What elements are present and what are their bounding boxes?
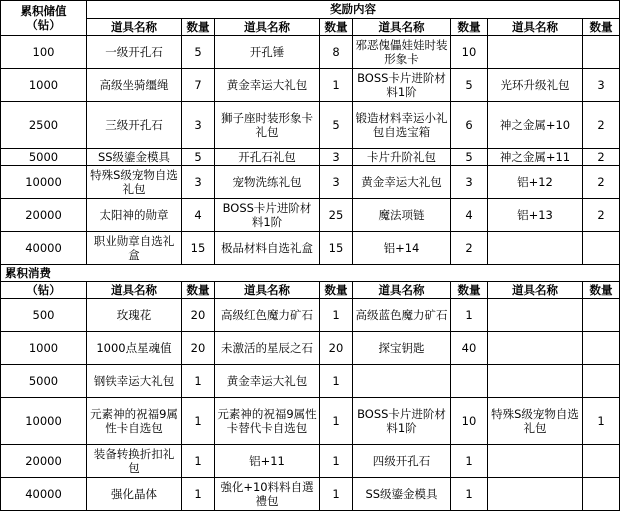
- column-header-qty: 数量: [583, 282, 620, 299]
- item-qty-cell: 1: [451, 478, 488, 511]
- item-qty-cell: 1: [182, 365, 215, 398]
- recharge-column-header-row: [1, 18, 620, 36]
- recharge-title-row: [1, 1, 620, 19]
- item-name-cell: 探宝钥匙: [353, 332, 451, 365]
- amount-cell: 40000: [1, 232, 87, 265]
- item-name-cell: 黄金幸运大礼包: [215, 69, 320, 102]
- item-qty-cell: 5: [451, 149, 488, 166]
- recharge-label-unit: （钻）: [26, 18, 61, 32]
- item-name-cell: 三级开孔石: [87, 102, 182, 149]
- column-header-qty: 数量: [182, 18, 215, 36]
- amount-cell: 2500: [1, 102, 87, 149]
- item-name-cell: 开孔锤: [215, 36, 320, 69]
- item-name-cell: [488, 478, 583, 511]
- item-qty-cell: 20: [182, 299, 215, 332]
- item-name-cell: [488, 365, 583, 398]
- item-qty-cell: 5: [451, 69, 488, 102]
- column-header-qty: 数量: [182, 282, 215, 299]
- item-qty-cell: 3: [182, 166, 215, 199]
- item-qty-cell: 2: [451, 232, 488, 265]
- item-qty-cell: 4: [451, 199, 488, 232]
- item-qty-cell: 2: [583, 102, 620, 149]
- item-name-cell: 元素神的祝福9属性卡自选包: [87, 398, 182, 445]
- item-qty-cell: 7: [182, 69, 215, 102]
- item-qty-cell: [583, 332, 620, 365]
- item-name-cell: BOSS卡片进阶材料1阶: [353, 398, 451, 445]
- item-qty-cell: 1: [320, 398, 353, 445]
- item-qty-cell: [583, 232, 620, 265]
- consume-row: [1, 332, 620, 365]
- item-qty-cell: [583, 36, 620, 69]
- item-name-cell: 光环升级礼包: [488, 69, 583, 102]
- item-name-cell: 宠物洗练礼包: [215, 166, 320, 199]
- item-name-cell: 黄金幸运大礼包: [215, 365, 320, 398]
- column-header-name: 道具名称: [353, 18, 451, 36]
- item-name-cell: 神之金属+10: [488, 102, 583, 149]
- consume-row: [1, 365, 620, 398]
- item-name-cell: 太阳神的勋章: [87, 199, 182, 232]
- item-name-cell: 开孔石礼包: [215, 149, 320, 166]
- column-header-qty: 数量: [320, 18, 353, 36]
- item-name-cell: BOSS卡片进阶材料1阶: [215, 199, 320, 232]
- item-name-cell: 黄金幸运大礼包: [353, 166, 451, 199]
- column-header-name: 道具名称: [488, 282, 583, 299]
- item-qty-cell: 3: [583, 69, 620, 102]
- item-qty-cell: 15: [320, 232, 353, 265]
- column-header-name: 道具名称: [215, 18, 320, 36]
- column-header-qty: 数量: [583, 18, 620, 36]
- recharge-row: [1, 166, 620, 199]
- item-name-cell: 強化+10料料自選禮包: [215, 478, 320, 511]
- consume-column-header-row: [1, 282, 620, 299]
- consume-title-row: [1, 265, 620, 282]
- item-name-cell: 卡片升阶礼包: [353, 149, 451, 166]
- item-qty-cell: 3: [182, 102, 215, 149]
- item-qty-cell: 10: [451, 398, 488, 445]
- item-name-cell: 玫瑰花: [87, 299, 182, 332]
- item-name-cell: 强化晶体: [87, 478, 182, 511]
- column-header-name: 道具名称: [353, 282, 451, 299]
- column-header-qty: 数量: [451, 282, 488, 299]
- item-qty-cell: 8: [320, 36, 353, 69]
- recharge-label-cell: [1, 1, 87, 36]
- consume-row: [1, 398, 620, 445]
- item-qty-cell: [583, 478, 620, 511]
- item-qty-cell: 10: [451, 36, 488, 69]
- item-qty-cell: 2: [583, 149, 620, 166]
- item-name-cell: [488, 332, 583, 365]
- amount-cell: 5000: [1, 365, 87, 398]
- reward-content-header: 奖励内容: [87, 1, 620, 19]
- item-name-cell: 邪恶傀儡娃娃时装形象卡: [353, 36, 451, 69]
- item-qty-cell: 1: [182, 445, 215, 478]
- item-name-cell: 装备转换折扣礼包: [87, 445, 182, 478]
- consume-label-unit: （钻）: [26, 283, 61, 297]
- item-qty-cell: 1: [320, 299, 353, 332]
- item-qty-cell: 15: [182, 232, 215, 265]
- item-name-cell: 狮子座时装形象卡礼包: [215, 102, 320, 149]
- item-name-cell: SS级鎏金模具: [353, 478, 451, 511]
- item-name-cell: 钢铁幸运大礼包: [87, 365, 182, 398]
- item-qty-cell: 1: [320, 365, 353, 398]
- item-qty-cell: 20: [182, 332, 215, 365]
- amount-cell: 1000: [1, 332, 87, 365]
- item-name-cell: 高级蓝色魔力矿石: [353, 299, 451, 332]
- item-name-cell: 一级开孔石: [87, 36, 182, 69]
- recharge-row: [1, 232, 620, 265]
- item-name-cell: 高级坐骑缰绳: [87, 69, 182, 102]
- item-name-cell: 1000点星魂值: [87, 332, 182, 365]
- item-name-cell: 未激活的星辰之石: [215, 332, 320, 365]
- item-qty-cell: [583, 445, 620, 478]
- item-qty-cell: 1: [451, 299, 488, 332]
- amount-cell: 40000: [1, 478, 87, 511]
- item-qty-cell: 3: [320, 149, 353, 166]
- amount-cell: 5000: [1, 149, 87, 166]
- item-qty-cell: 3: [451, 166, 488, 199]
- recharge-row: [1, 102, 620, 149]
- column-header-name: 道具名称: [488, 18, 583, 36]
- item-name-cell: [488, 445, 583, 478]
- item-name-cell: 铝+11: [215, 445, 320, 478]
- item-qty-cell: [451, 365, 488, 398]
- consume-label-cell: [1, 265, 620, 282]
- amount-cell: 20000: [1, 445, 87, 478]
- item-qty-cell: 20: [320, 332, 353, 365]
- item-qty-cell: 1: [182, 398, 215, 445]
- item-name-cell: [488, 299, 583, 332]
- recharge-row: [1, 36, 620, 69]
- column-header-name: 道具名称: [87, 282, 182, 299]
- item-qty-cell: 1: [451, 445, 488, 478]
- column-header-qty: 数量: [451, 18, 488, 36]
- amount-cell: 10000: [1, 166, 87, 199]
- consume-label-unit-cell: [1, 282, 87, 299]
- reward-table-body: [1, 1, 620, 511]
- item-name-cell: 锻造材料幸运小礼包自选宝箱: [353, 102, 451, 149]
- column-header-name: 道具名称: [215, 282, 320, 299]
- recharge-label: 累积储值: [20, 4, 67, 18]
- amount-cell: 100: [1, 36, 87, 69]
- item-name-cell: 元素神的祝福9属性卡替代卡自选包: [215, 398, 320, 445]
- item-qty-cell: 1: [320, 478, 353, 511]
- item-name-cell: 高级红色魔力矿石: [215, 299, 320, 332]
- amount-cell: 10000: [1, 398, 87, 445]
- recharge-row: [1, 69, 620, 102]
- item-name-cell: [488, 232, 583, 265]
- consume-row: [1, 445, 620, 478]
- item-qty-cell: 1: [320, 445, 353, 478]
- item-name-cell: 魔法项链: [353, 199, 451, 232]
- item-qty-cell: 5: [182, 149, 215, 166]
- item-qty-cell: 5: [182, 36, 215, 69]
- column-header-qty: 数量: [320, 282, 353, 299]
- item-qty-cell: 1: [182, 478, 215, 511]
- recharge-row: [1, 149, 620, 166]
- item-qty-cell: 2: [583, 199, 620, 232]
- recharge-row: [1, 199, 620, 232]
- item-name-cell: [488, 36, 583, 69]
- item-qty-cell: 5: [320, 102, 353, 149]
- consume-label: 累积消费: [5, 266, 51, 280]
- consume-row: [1, 299, 620, 332]
- item-name-cell: SS级鎏金模具: [87, 149, 182, 166]
- item-qty-cell: 4: [182, 199, 215, 232]
- item-qty-cell: [583, 299, 620, 332]
- item-qty-cell: 2: [583, 166, 620, 199]
- item-qty-cell: 6: [451, 102, 488, 149]
- amount-cell: 500: [1, 299, 87, 332]
- item-name-cell: 职业勋章自选礼盒: [87, 232, 182, 265]
- item-qty-cell: [583, 365, 620, 398]
- item-name-cell: 神之金属+11: [488, 149, 583, 166]
- item-name-cell: 极品材料自选礼盒: [215, 232, 320, 265]
- item-name-cell: 铝+14: [353, 232, 451, 265]
- item-name-cell: [353, 365, 451, 398]
- item-qty-cell: 1: [583, 398, 620, 445]
- item-qty-cell: 40: [451, 332, 488, 365]
- consume-row: [1, 478, 620, 511]
- item-name-cell: 特殊S级宠物自选礼包: [488, 398, 583, 445]
- amount-cell: 20000: [1, 199, 87, 232]
- item-name-cell: 铝+12: [488, 166, 583, 199]
- item-name-cell: BOSS卡片进阶材料1阶: [353, 69, 451, 102]
- item-qty-cell: 3: [320, 166, 353, 199]
- item-qty-cell: 1: [320, 69, 353, 102]
- item-name-cell: 特殊S级宠物自选礼包: [87, 166, 182, 199]
- item-name-cell: 铝+13: [488, 199, 583, 232]
- amount-cell: 1000: [1, 69, 87, 102]
- item-qty-cell: 25: [320, 199, 353, 232]
- item-name-cell: 四级开孔石: [353, 445, 451, 478]
- column-header-name: 道具名称: [87, 18, 182, 36]
